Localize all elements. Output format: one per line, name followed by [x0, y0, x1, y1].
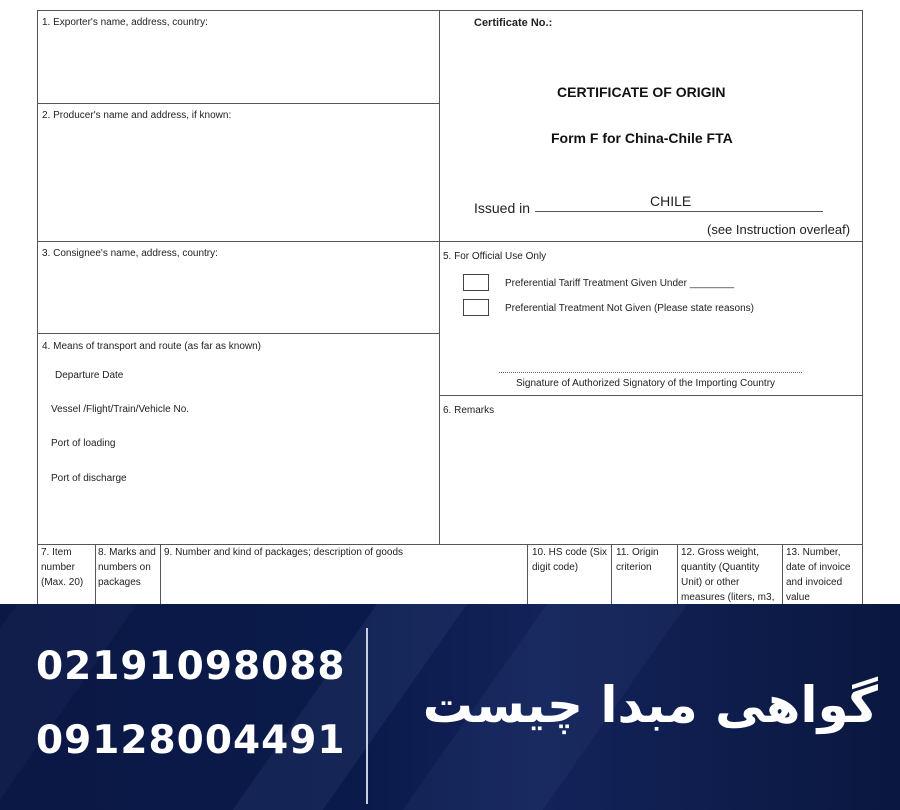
banner-title: گواهی مبدا چیست: [422, 676, 878, 734]
preferential-given-checkbox[interactable]: [463, 274, 489, 291]
certificate-subtitle: Form F for China-Chile FTA: [551, 130, 733, 146]
signature-line: [499, 372, 802, 373]
gross-weight-header: 12. Gross weight, quantity (Quantity Unit) or other measures (liters, m3,: [681, 547, 775, 603]
consignee-label: 3. Consignee's name, address, country:: [42, 248, 218, 259]
decorative-stripe: [0, 604, 151, 810]
preferential-given-label: Preferential Tariff Treatment Given Under ________: [505, 278, 735, 289]
column-divider: [95, 544, 96, 611]
phone-number-2[interactable]: 09128004491: [36, 718, 346, 763]
departure-date-label: Departure Date: [55, 370, 124, 381]
certificate-no-label: Certificate No.:: [474, 17, 553, 29]
divider: [38, 241, 862, 242]
signature-label: Signature of Authorized Signatory of the Importing Country: [516, 378, 776, 389]
preferential-not-given-checkbox[interactable]: [463, 299, 489, 316]
producer-label: 2. Producer's name and address, if known:: [42, 110, 232, 121]
divider: [439, 395, 862, 396]
remarks-label: 6. Remarks: [443, 405, 495, 416]
column-divider: [439, 11, 440, 544]
vessel-label: Vessel /Flight/Train/Vehicle No.: [51, 404, 190, 415]
divider: [38, 103, 439, 104]
column-divider: [677, 544, 678, 611]
certificate-form: [37, 10, 863, 610]
marks-numbers-header: 8. Marks and numbers on packages: [98, 547, 156, 588]
transport-label: 4. Means of transport and route (as far as known): [42, 341, 261, 352]
official-use-label: 5. For Official Use Only: [443, 251, 547, 262]
column-divider: [782, 544, 783, 611]
hs-code-header: 10. HS code (Six digit code): [532, 547, 608, 573]
issued-in-label: Issued in: [474, 200, 531, 216]
preferential-not-given-label: Preferential Treatment Not Given (Please state reasons): [505, 303, 755, 314]
item-number-header: 7. Item number (Max. 20): [41, 547, 84, 588]
column-divider: [527, 544, 528, 611]
port-discharge-label: Port of discharge: [51, 473, 127, 484]
exporter-label: 1. Exporter's name, address, country:: [42, 17, 208, 28]
issued-in-line: [535, 211, 823, 212]
certificate-title: CERTIFICATE OF ORIGIN: [557, 84, 726, 100]
phone-number-1[interactable]: 02191098088: [36, 644, 346, 689]
contact-banner: [0, 604, 900, 810]
instruction-note: (see Instruction overleaf): [707, 222, 851, 237]
column-divider: [611, 544, 612, 611]
banner-divider: [366, 628, 368, 804]
column-divider: [160, 544, 161, 611]
origin-criterion-header: 11. Origin criterion: [616, 547, 659, 573]
packages-description-header: 9. Number and kind of packages; description of goods: [164, 547, 404, 558]
divider: [38, 333, 439, 334]
port-loading-label: Port of loading: [51, 438, 116, 449]
issued-in-value: CHILE: [650, 193, 692, 209]
invoice-header: 13. Number, date of invoice and invoiced value: [786, 547, 851, 603]
